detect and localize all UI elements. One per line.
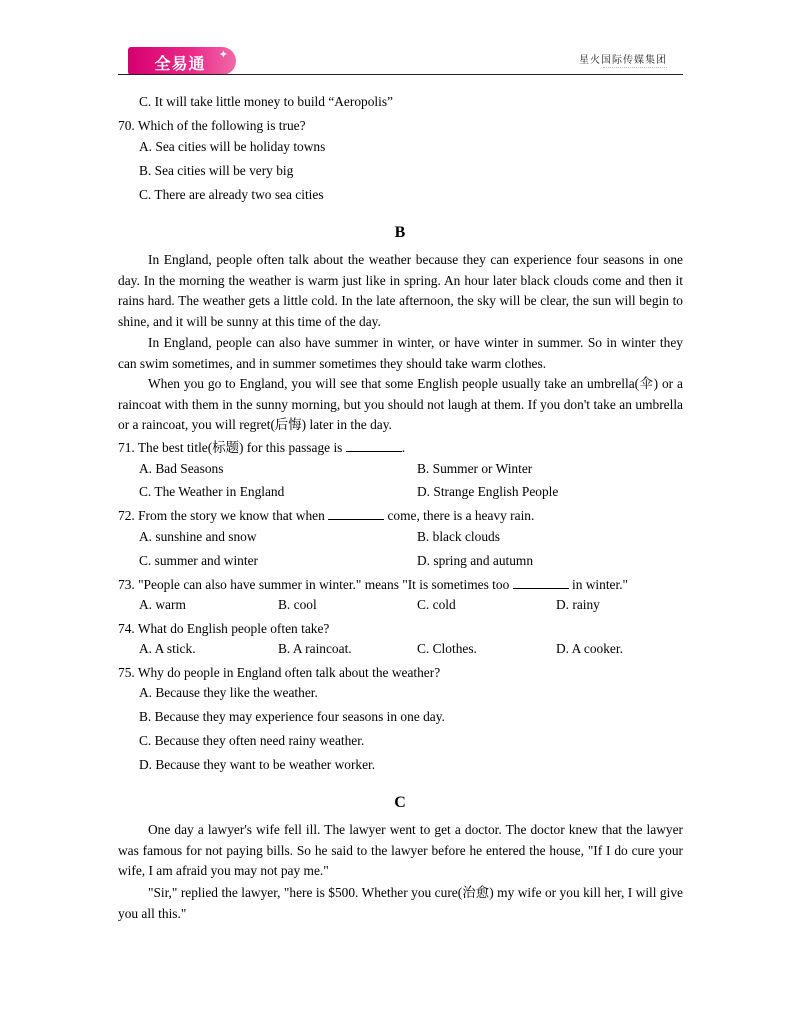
- q72-option-c: C. summer and winter: [139, 553, 259, 568]
- q71-option-a: A. Bad Seasons: [139, 461, 224, 476]
- publisher-name: 星火国际传媒集团: [579, 55, 667, 66]
- q71-stem: [118, 439, 405, 457]
- q72-stem-end: come, there is a heavy rain.: [384, 508, 535, 523]
- section-b-paragraph-2-text: In England, people can also have summer in winter, or have winter in summer. So in winter they can swim sometimes, and in summer sometimes they should take warm clothes.: [118, 335, 683, 371]
- section-b-paragraph-3: [118, 374, 683, 436]
- q72-stem: [118, 507, 534, 525]
- q75-stem: 75. Why do people in England often talk about the weather?: [118, 665, 441, 680]
- q71-answer-blank: [346, 439, 402, 452]
- q73-stem: [118, 576, 628, 594]
- q73-option-b: B. cool: [278, 597, 317, 612]
- q75-option-c: C. Because they often need rainy weather.: [139, 733, 365, 748]
- q70-option-a: A. Sea cities will be holiday towns: [139, 139, 326, 154]
- q75-option-a: A. Because they like the weather.: [139, 685, 318, 700]
- brand-logo: [128, 47, 236, 75]
- section-b-paragraph-1: [118, 250, 683, 333]
- section-c-heading: C: [394, 794, 406, 811]
- q74-option-a: A. A stick.: [139, 641, 196, 656]
- header-divider: [118, 74, 683, 75]
- q72-option-d: D. spring and autumn: [417, 553, 534, 568]
- q75-option-d: D. Because they want to be weather worker.: [139, 757, 376, 772]
- publisher-mark: [579, 51, 667, 70]
- q71-option-d: D. Strange English People: [417, 484, 559, 499]
- q70-option-b: B. Sea cities will be very big: [139, 163, 294, 178]
- q73-option-d: D. rainy: [556, 597, 600, 612]
- q72-answer-blank: [328, 507, 384, 520]
- logo-text: 全易通: [154, 54, 206, 73]
- sparkle-icon: ✦: [218, 48, 228, 61]
- section-c-paragraph-2: [118, 883, 683, 924]
- q73-stem-text: 73. "People can also have summer in winter." means "It is sometimes too: [118, 577, 513, 592]
- section-c-paragraph-1: [118, 820, 683, 882]
- q71-stem-text: 71. The best title(标题) for this passage is: [118, 440, 346, 455]
- page-header: [118, 45, 683, 79]
- q73-option-c: C. cold: [417, 597, 456, 612]
- q70-stem: 70. Which of the following is true?: [118, 118, 306, 133]
- section-b-paragraph-1-text: In England, people often talk about the weather because they can experience four seasons in one day. In the morning the weather is warm just like in spring. An hour later black clouds come and then it rains hard. The weather gets a little cold. In the late afternoon, the sky will be clear, the sun will begin to shine, and it will be sunny at this time of the day.: [118, 252, 683, 330]
- q75-option-b: B. Because they may experience four seasons in one day.: [139, 709, 445, 724]
- section-b-paragraph-3-text: When you go to England, you will see that some English people usually take an umbrella(伞) or a raincoat with them in the sunny morning, but you should not laugh at them. If you don't take an umbrella or a raincoat, you will regret(后悔) later in the day.: [118, 376, 683, 433]
- section-c-paragraph-1-text: One day a lawyer's wife fell ill. The lawyer went to get a doctor. The doctor knew that the lawyer was famous for not paying bills. So he said to the lawyer before he entered the house, "If I do cure your wife, I am afraid you may not pay me.": [118, 822, 683, 879]
- q73-answer-blank: [513, 576, 569, 589]
- q71-option-c: C. The Weather in England: [139, 484, 285, 499]
- q74-option-c: C. Clothes.: [417, 641, 477, 656]
- q72-option-a: A. sunshine and snow: [139, 529, 257, 544]
- q74-stem: 74. What do English people often take?: [118, 621, 330, 636]
- q71-option-b: B. Summer or Winter: [417, 461, 533, 476]
- q74-option-d: D. A cooker.: [556, 641, 623, 656]
- q74-option-b: B. A raincoat.: [278, 641, 352, 656]
- publisher-subline: [603, 67, 667, 70]
- q72-option-b: B. black clouds: [417, 529, 500, 544]
- q73-option-a: A. warm: [139, 597, 186, 612]
- q73-stem-end: in winter.": [568, 577, 629, 592]
- q69-option-c: C. It will take little money to build “Aeropolis”: [139, 94, 394, 109]
- q70-option-c: C. There are already two sea cities: [139, 187, 324, 202]
- q72-stem-text: 72. From the story we know that when: [118, 508, 329, 523]
- section-b-paragraph-2: [118, 333, 683, 374]
- section-c-paragraph-2-text: "Sir," replied the lawyer, "here is $500. Whether you cure(治愈) my wife or you kill her, I will give you all this.": [118, 885, 683, 921]
- q71-stem-end: .: [401, 440, 406, 455]
- section-b-heading: B: [394, 224, 406, 241]
